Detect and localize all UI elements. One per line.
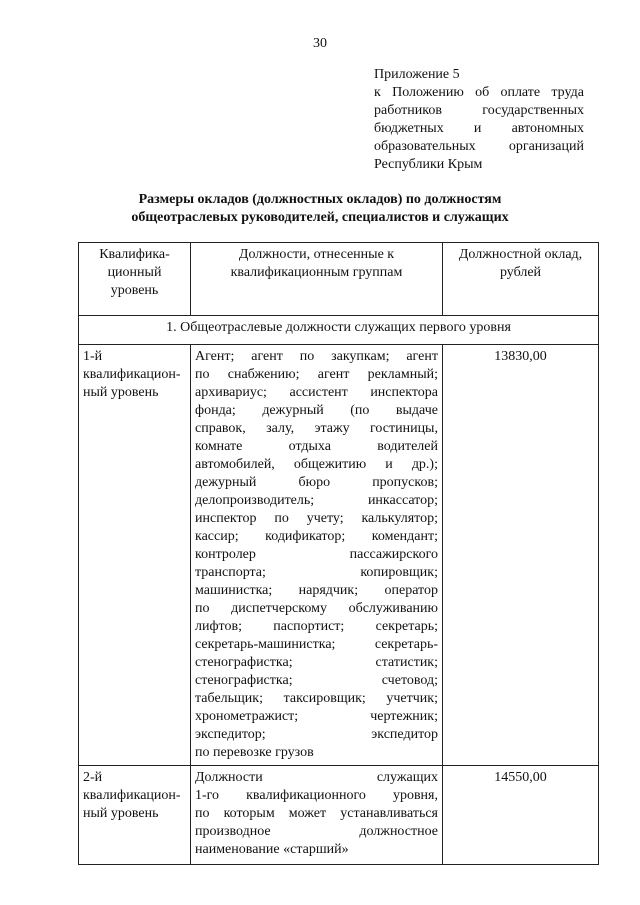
header-salary (443, 243, 599, 316)
section-row (79, 316, 599, 345)
level-text: ный уровень (83, 806, 159, 821)
positions-cell (191, 766, 443, 865)
level-text: квалификацион- (83, 788, 181, 803)
position-line: делопроизводитель; инкассатор; (195, 493, 438, 508)
positions-cell (191, 345, 443, 766)
level-text: 2-й (83, 770, 103, 785)
position-line: табельщик; таксировщик; учетчик; (195, 691, 438, 706)
page-number: 30 (313, 36, 327, 51)
position-line: инспектор по учету; калькулятор; (195, 511, 438, 526)
header-text: ционный (107, 265, 162, 280)
position-line: стенографистка; статистик; (195, 655, 438, 670)
header-level (79, 243, 191, 316)
position-line: машинистка; нарядчик; оператор (195, 583, 438, 598)
position-line: хронометражист; чертежник; (195, 709, 438, 724)
position-line: производное должностное (195, 824, 438, 839)
header-text: квалификационным группам (230, 265, 403, 280)
title-line-2: общеотраслевых руководителей, специалистов и служащих (131, 210, 509, 225)
header-text: уровень (110, 283, 159, 298)
position-line: транспорта; копировщик; (195, 565, 438, 580)
position-line: автомобилей, общежитию и др.); (195, 457, 438, 472)
position-line: Должности служащих (195, 770, 438, 785)
position-line: комнате отдыха водителей (195, 439, 438, 454)
position-line: по снабжению; агент рекламный; (195, 367, 438, 382)
position-line: 1-го квалификационного уровня, (195, 788, 438, 803)
position-line: стенографистка; счетовод; (195, 673, 438, 688)
position-line: кассир; кодификатор; комендант; (195, 529, 438, 544)
appendix-line: Республики Крым (374, 157, 483, 172)
position-line: наименование «старший» (195, 842, 349, 857)
level-text: ный уровень (83, 385, 159, 400)
header-positions (191, 243, 443, 316)
position-line: экспедитор; экспедитор (195, 727, 438, 742)
header-text: Должности, отнесенные к (238, 247, 395, 262)
level-text: квалификацион- (83, 367, 181, 382)
table-row (79, 345, 599, 766)
position-line: секретарь-машинистка; секретарь- (195, 637, 438, 652)
level-cell (79, 766, 191, 865)
title-line-1: Размеры окладов (должностных окладов) по должностям (138, 192, 502, 207)
section-title: 1. Общеотраслевые должности служащих первого уровня (79, 316, 599, 345)
appendix-line: Приложение 5 (374, 67, 460, 82)
appendix-line: образовательных организаций (374, 139, 584, 154)
level-cell (79, 345, 191, 766)
position-line: справок, залу, этажу гостиницы, (195, 421, 438, 436)
level-text: 1-й (83, 349, 103, 364)
appendix-line: бюджетных и автономных (374, 121, 584, 136)
position-line: фонда; дежурный (по выдаче (195, 403, 438, 418)
appendix-line: работников государственных (374, 103, 584, 118)
salary-table (78, 242, 599, 865)
table-row (79, 766, 599, 865)
position-line: контролер пассажирского (195, 547, 438, 562)
position-line: архивариус; ассистент инспектора (195, 385, 438, 400)
table-header-row (79, 243, 599, 316)
header-text: Должностной оклад, (458, 247, 583, 262)
appendix-note (374, 66, 584, 174)
appendix-line: к Положению об оплате труда (374, 85, 584, 100)
position-line: по диспетчерскому обслуживанию (195, 601, 438, 616)
header-text: рублей (499, 265, 542, 280)
document-title (0, 191, 640, 227)
position-line: лифтов; паспортист; секретарь; (195, 619, 438, 634)
salary-cell: 13830,00 (443, 345, 599, 766)
position-line: по перевозке грузов (195, 745, 314, 760)
header-text: Квалифика- (99, 247, 170, 262)
salary-cell: 14550,00 (443, 766, 599, 865)
position-line: Агент; агент по закупкам; агент (195, 349, 438, 364)
position-line: дежурный бюро пропусков; (195, 475, 438, 490)
position-line: по которым может устанавливаться (195, 806, 438, 821)
